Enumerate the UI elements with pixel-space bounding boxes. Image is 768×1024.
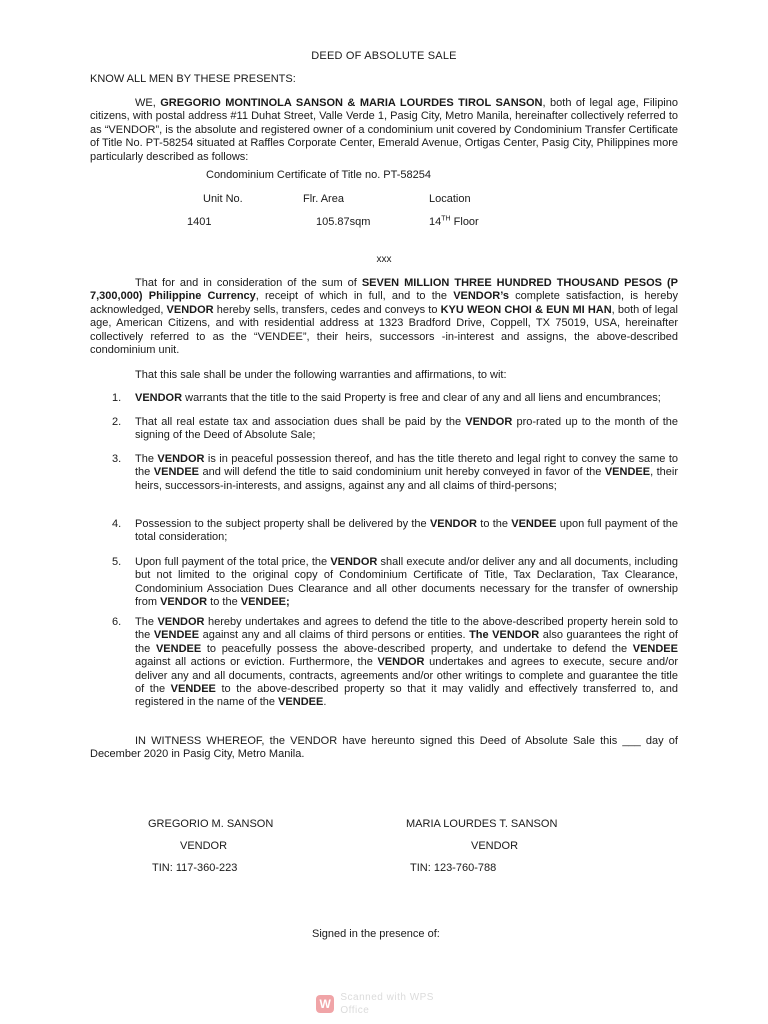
floor-area: 105.87sqm [316,216,371,228]
item-text: . [323,696,327,709]
vendee-term: VENDEE [511,518,557,530]
vendee-term: VENDEE [153,466,200,479]
item-text: undertakes and agrees to execute, secure and/or deliver any and all documents, contracts, agreements and/or other writings to complete and guarantee the title of the [135,656,678,696]
signatory-2-role: VENDOR [471,840,519,852]
floor-number: 14 [429,216,442,228]
scan-watermark [316,991,456,1016]
opening-line: KNOW ALL MEN BY THESE PRESENTS: [90,73,296,85]
signatory-1-tin: TIN: 117-360-223 [152,862,238,874]
vendor-term: VENDOR [377,656,425,669]
item-text: upon full payment of the total consideration; [135,518,678,544]
item-text: and will defend the title to said condominium unit hereby conveyed in favor of the [199,466,605,479]
item-text: to the above-described property so that it may validly and effectively transferred to, and registered in the name of the [135,683,678,709]
warranty-item-4 [135,518,678,545]
signatory-2-tin: TIN: 123-760-788 [410,862,497,874]
item-text: The [135,616,158,628]
warranty-item-2 [135,416,678,443]
item-text: against all actions or eviction. Furthermore, the [135,656,378,669]
cct-line: Condominium Certificate of Title no. PT-58254 [206,169,432,181]
item-text: shall execute and/or deliver any and all documents, including but not limited to the original copy of Condominium Certificate of Title, Tax Declaration, Tax Clearance, Condominium Association Dues Clearance and all other documents necessary for the transfer of ownership from [135,556,678,609]
header-location: Location [429,193,471,205]
item-text: against any and all claims of third persons or entities. [199,629,470,642]
warranty-item-3 [135,453,678,493]
item-text: to the [207,596,241,609]
item-text: is in peaceful possession thereof, and has the title thereto and legal right to convey the same to the [135,453,678,479]
consideration-text-5: , both of legal age, American Citizens, and with residential address at 1323 Bradford Drive, Coppell, TX 75019, USA, hereinafter collectively referred to as the “VENDEE”, their heirs, successors -in-interest and assigns, the above-described condominium unit. [90,303,678,357]
header-floor-area: Flr. Area [303,193,344,205]
item-number: 5. [112,556,122,568]
vendee-names: KYU WEON CHOI & EUN MI HAN [440,303,612,316]
vendor-names: GREGORIO MONTINOLA SANSON & MARIA LOURDES TIROL SANSON [160,97,543,109]
vendee-term: VENDEE [155,642,202,655]
vendor-term: VENDOR [166,303,214,316]
witness-presence-line: Signed in the presence of: [312,928,440,940]
floor-location [429,216,479,229]
consideration-text-4: hereby sells, transfers, cedes and conveys to [213,303,441,316]
vendors-term: VENDOR’s [453,290,510,303]
parties-text: , both of legal age, Filipino citizens, with postal address #11 Duhat Street, Valle Verde 1, Pasig City, Metro Manila, hereinafter collectively referred to as “VENDOR”, is the absolute and registered owner of a condominium unit covered by Condominium Transfer Certificate of Title No. PT-58254 situated at Raffles Corporate Center, Emerald Avenue, Ortigas Center, Pasig City, Philippines more particularly described as follows: [90,97,678,163]
item-text: hereby undertakes and agrees to defend the title to the above-described property herein sold to the [135,616,678,642]
vendor-term: VENDOR [465,416,513,428]
sale-amount: SEVEN MILLION THREE HUNDRED THOUSAND PESOS (P 7,300,000) Philippine Currency [90,277,678,303]
item-text: , their heirs, successors-in-interests, and assigns, against any and all claims of third-persons; [135,466,678,492]
consideration-text-3: complete satisfaction, is hereby acknowledged, [90,290,678,316]
vendee-term: VENDEE [278,696,324,709]
consideration-text-1: That for and in consideration of the sum of [135,277,362,289]
signatory-2-name: MARIA LOURDES T. SANSON [406,818,558,830]
vendee-term: VENDEE [170,683,216,696]
item-text: also guarantees the right of the [135,629,678,655]
parties-paragraph [90,97,678,164]
floor-suffix: TH [441,215,451,223]
item-text: to peacefully possess the above-described property, and undertake to defend the [201,642,633,655]
item-text: to the [477,518,512,530]
vendee-term: VENDEE [604,466,651,479]
document-title: DEED OF ABSOLUTE SALE [311,50,457,62]
warranty-intro: That this sale shall be under the following warranties and affirmations, to wit: [135,369,507,381]
signatory-1-role: VENDOR [180,840,228,852]
item-text: warrants that the title to the said Property is free and clear of any and all liens and encumbrances; [182,392,661,404]
item-number: 2. [112,416,122,428]
header-unit-no: Unit No. [203,193,243,205]
warranty-item-5 [135,556,678,610]
vendee-term: VENDEE; [240,596,290,609]
vendee-term: VENDEE [632,642,678,655]
item-text: Upon full payment of the total price, the [135,556,331,568]
vendor-term: VENDOR [135,392,183,404]
warranty-item-6 [135,616,678,710]
consideration-text-2: , receipt of which in full, and to the [255,290,454,303]
vendor-term: VENDOR [160,596,208,609]
vendee-term: VENDEE [153,629,200,642]
item-number: 4. [112,518,122,530]
item-text: The [135,453,158,465]
consideration-paragraph [90,277,678,357]
separator: xxx [376,254,392,265]
item-number: 3. [112,453,122,465]
unit-number: 1401 [187,216,212,228]
we-text: WE, [135,97,161,109]
witness-paragraph: IN WITNESS WHEREOF, the VENDOR have hereunto signed this Deed of Absolute Sale this ___ day of December 2020 in Pasig City, Metro Manila. [90,735,678,761]
item-number: 1. [112,392,122,404]
item-text: Possession to the subject property shall be delivered by the [135,518,430,530]
vendor-term: VENDOR [330,556,378,568]
vendor-term: The VENDOR [469,629,540,642]
vendor-term: VENDOR [157,616,205,628]
item-text: pro-rated up to the month of the signing of the Deed of Absolute Sale; [135,416,679,442]
watermark-text: Scanned with WPS Office [340,991,434,1016]
vendor-term: VENDOR [429,518,477,530]
item-text: That all real estate tax and association dues shall be paid by the [135,416,466,428]
floor-word: Floor [450,216,479,228]
vendor-term: VENDOR [157,453,205,465]
item-number: 6. [112,616,122,628]
warranty-item-1 [135,392,678,405]
signatory-1-name: GREGORIO M. SANSON [148,818,274,830]
wps-office-logo-icon: W [316,995,334,1013]
